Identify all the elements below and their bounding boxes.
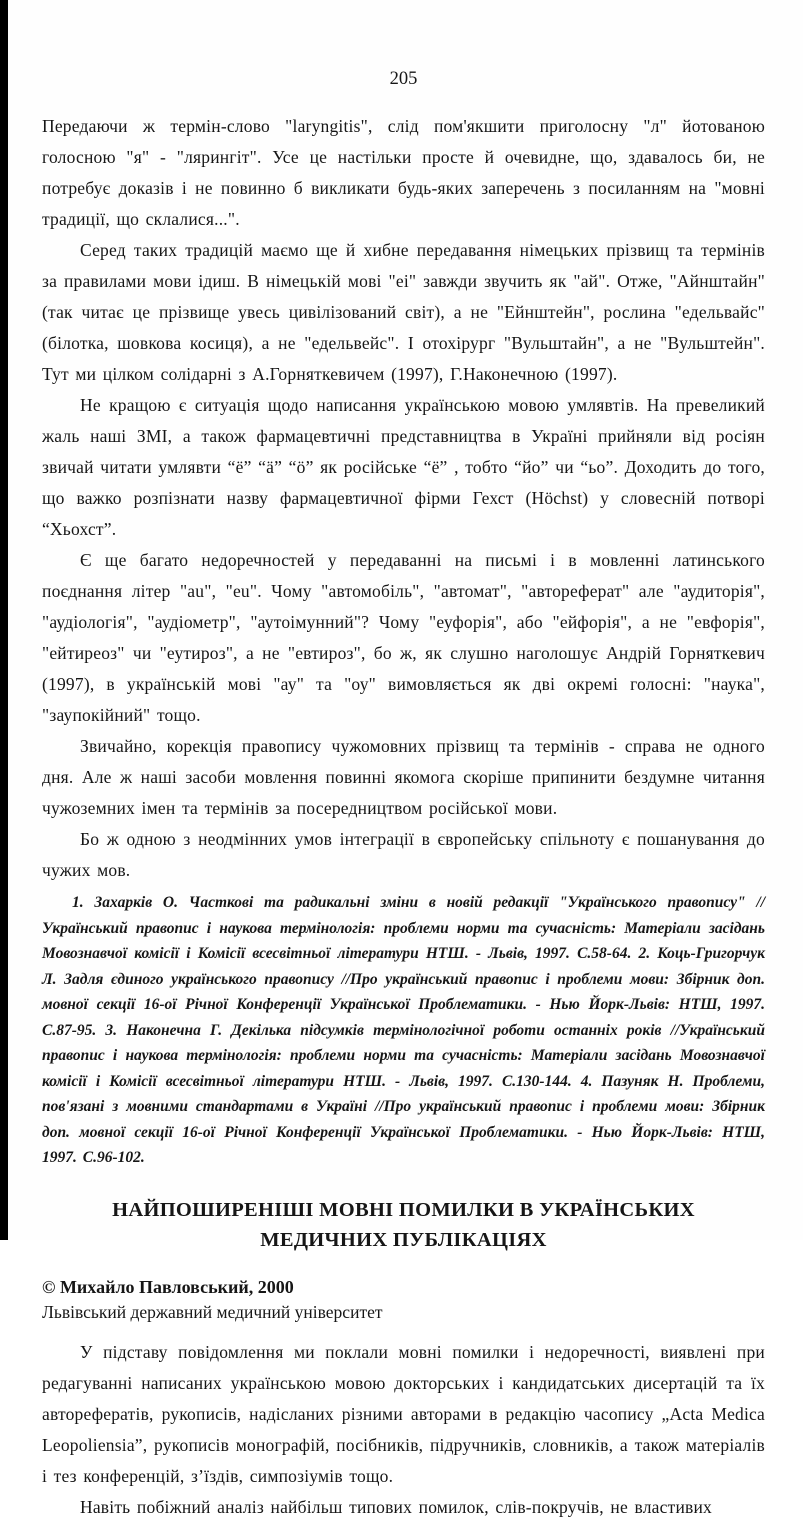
copyright-line: © Михайло Павловський, 2000 [42,1276,294,1297]
affiliation-line: Львівський державний медичний університет [42,1301,383,1322]
article-title: НАЙПОШИРЕНІШІ МОВНІ ПОМИЛКИ В УКРАЇНСЬКИХ МЕДИЧНИХ ПУБЛІКАЦІЯХ [112,1198,695,1251]
paragraph-basis-of-report: У підставу повідомлення ми поклали мовні помилки і недоречності, виявлені при редагуванні написаних українською мовою докторських і кандидатських дисертацій та їх авторефератів, рукописів, надісланих різними авторами в редакцію часопису „Acta Medica Leopoliensia”, рукописів монографій, посібників, підручників, словників, а також матеріалів і тез конференцій, з’їздів, симпозіумів тощо. [42,1341,765,1486]
page-number: 205 [389,69,418,89]
references-list: 1. Захарків О. Часткові та радикальні зміни в новій редакції "Українського правопису" //Український правопис і наукова термінологія: проблеми норми та сучасність: Матеріали засідань Мовознавчої комісії і Комісії всесвітньої літератури НТШ. - Львів, 1997. С.58-64. 2. Коць-Григорчук Л. Задля єдиного українського правопису //Про український правопис і проблеми мови: Збірник доп. мовної секції 16-ої Річної Конференції Української Проблематики. - Нью Йорк-Львів: НТШ, 1997. С.87-95. 3. Наконечна Г. Декілька підсумків термінологічної роботи останніх років //Український правопис і наукова термінологія: проблеми норми та сучасність: Матеріали засідань Мовознавчої комісії і Комісії всесвітньої літератури НТШ. - Львів, 1997. С.130-144. 4. Пазуняк Н. Проблеми, пов'язані з мовними стандартами в Україні //Про український правопис і проблеми мови: Збірник доп. мовної секції 16-ої Річної Конференції Української Проблематики. - Нью Йорк-Львів: НТШ, 1997. С.96-102. [42,894,765,1166]
paragraph-laryngitis: Передаючи ж термін-слово "laryngitis", слід пом'якшити приголосну "л" йотованою голосною "я" - "лярингіт". Усе це настільки просте й очевидне, що, здавалось би, не потребує доказів і не повинно б викликати будь-яких заперечень з посиланням на "мовні традиції, що склалися...". [42,116,765,229]
paragraph-german-surnames: Серед таких традицій маємо ще й хибне передавання німецьких прізвищ та термінів за правилами мови ідиш. В німецькій мові "ei" завжди звучить як "ай". Отже, "Айнштайн" (так читає це прізвище увесь цивілізований світ), а не "Ейнштейн", рослина "едельвайс" (білотка, шовкова косиця), а не "едельвейс". І отохірург "Вульштайн", а не "Вульштейн". Тут ми цілком солідарні з А.Горняткевичем (1997), Г.Наконечною (1997). [42,240,765,384]
paragraph-au-eu: Є ще багато недоречностей у передаванні на письмі і в мовленні латинського поєднання літер "au", "eu". Чому "автомобіль", "автомат", "автореферат" але "аудиторія", "аудіологія", "аудіометр", "аутоімунний"? Чому "еуфорія", або "ейфорія", а не "евфорія", "ейтиреоз" чи "еутироз", а не "евтироз", бо ж, як слушно наголошує Андрій Горняткевич (1997), в українській мові "ау" та "оу" вимовляється як дві окремі голосні: "наука", "заупокійний" тощо. [42,550,765,725]
paragraph-integration: Бо ж одною з неодмінних умов інтеграції в європейську спільноту є пошанування до чужих мов. [42,829,765,880]
paragraph-cursory-analysis: Навіть побіжний аналіз найбільш типових помилок, слів-покручів, не властивих [80,1496,712,1517]
paragraph-umlauts: Не кращою є ситуація щодо написання українською мовою умлявтів. На превеликий жаль наші ЗМІ, а також фармацевтичні представництва в Україні прийняли від росіян звичай читати умлявти “ё” “ä” “ö” як російське “ё” , тобто “йо” чи “ьо”. Доходить до того, що важко розпізнати назву фармацевтичної фірми Гехст (Höchst) у словесній потворі “Хьохст”. [42,395,765,539]
paragraph-correction: Звичайно, корекція правопису чужомовних прізвищ та термінів - справа не одного дня. Але ж наші засоби мовлення повинні якомога скоріше припинити бездумне читання чужоземних імен та термінів за посередництвом російської мови. [42,736,765,818]
